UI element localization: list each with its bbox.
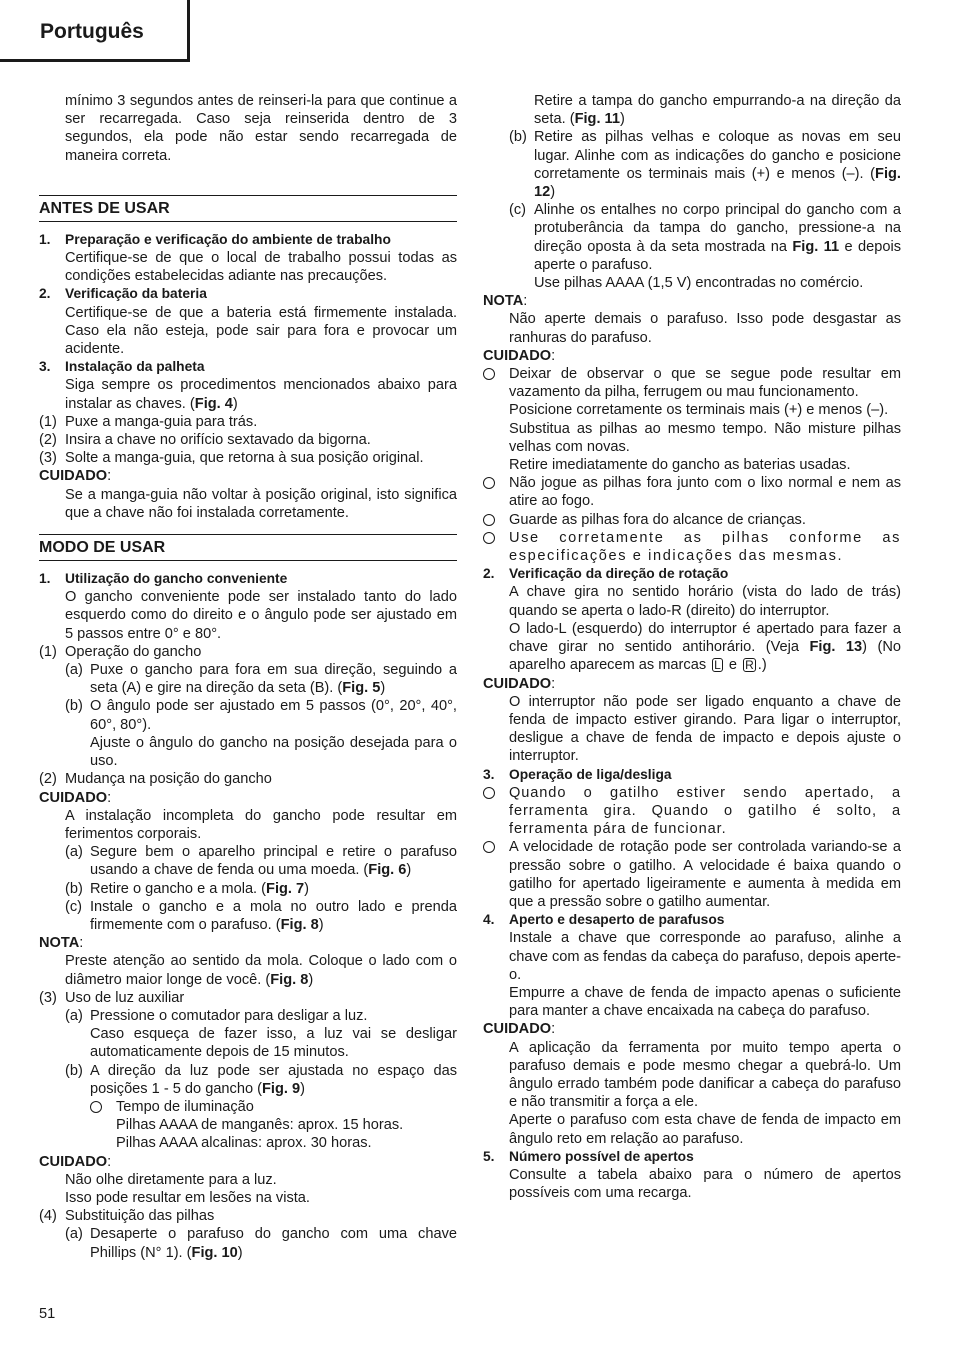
bullet-item: Guarde as pilhas fora do alcance de crianças. bbox=[483, 511, 901, 529]
list-item: (1) Operação do gancho bbox=[39, 643, 202, 660]
circle-bullet-icon bbox=[483, 532, 495, 544]
item-text: O lado-L (esquerdo) do interruptor é apertado para fazer a chave girar no sentido antihorário. (Veja Fig. 13) (No aparelho aparecem as marcas L e R .) bbox=[509, 620, 901, 674]
list-item: (b) Retire o gancho e a mola. (Fig. 7) bbox=[65, 880, 310, 897]
list-item: (2) Mudança na posição do gancho bbox=[39, 771, 272, 788]
list-item: 4. Aperto e desaperto de parafusos bbox=[483, 911, 901, 929]
list-item: (a) Segure bem o aparelho principal e retire o parafuso usando a chave de fenda ou uma moeda. (Fig. 6) bbox=[65, 844, 457, 879]
circle-bullet-icon bbox=[483, 787, 495, 799]
list-item: (4) Substituição das pilhas bbox=[39, 1208, 215, 1225]
item-text: Retire a tampa do gancho empurrando-a na direção da seta. (Fig. 11) bbox=[534, 93, 901, 128]
item-title: Instalação da palheta bbox=[65, 359, 205, 375]
list-item: 1. Preparação e verificação do ambiente de trabalho bbox=[39, 231, 457, 249]
caution-label: CUIDADO: bbox=[39, 468, 112, 485]
caution-label: CUIDADO: bbox=[483, 347, 556, 364]
item-text: Siga sempre os procedimentos mencionados abaixo para instalar as chaves. (Fig. 4) bbox=[65, 377, 457, 412]
item-title: Utilização do gancho conveniente bbox=[65, 571, 288, 587]
r-mark-icon: R bbox=[745, 658, 754, 673]
bullet-item: Use corretamente as pilhas conforme as especificações e indicações das mesmas. bbox=[483, 529, 901, 565]
item-text: Certifique-se de que o local de trabalho possui todas as condições estabelecidas adiante nas precauções. bbox=[65, 250, 457, 285]
right-column: Retire a tampa do gancho empurrando-a na direção da seta. (Fig. 11) (b) Retire as pilhas velhas e coloque as novas em seu lugar. Alinhe com as indicações do gancho e posicione corretamente os terminais mais (+) e menos (–). (Fig. 12) (c) Alinhe os entalhes no corpo principal do gancho com a protuberância da tampa do gancho, pressione-a na direção oposta à da seta mostrada na Fig. 11 e depois aperte o parafuso. Use pilhas AAAA (1,5 V) encontradas no comércio. NOTA: Não aperte demais o parafuso. Isso pode desgastar as ranhuras do parafuso. CUIDADO: Deixar de observar o que se segue pode resultar em vazamento da pilha, ferrugem ou mau funcionamento. Posicione corretamente os terminais mais (+) e menos (–). Substitua as pilhas ao mesmo tempo. Não misture pilhas velhas com novas. Retire imediatamente do gancho as baterias usadas. Não jogue as pilhas fora junto com o lixo normal e nem as atire ao fogo. Guarde as pilhas fora do alcance de crianças. Use corretamente as pilhas conforme as especificações e indicações das mesmas. 2. Verificação da direção de rotação A chave gira no sentido horário (vista do lado de trás) quando se aperta o lado-R (direito) do interruptor. O lado-L (esquerdo) do interruptor é apertado para fazer a chave girar no sentido antihorário. (Veja Fig. 13) (No aparelho aparecem as marcas L e R .) CUIDADO: O interruptor não pode ser ligado enquanto a chave de fenda de impacto estiver girando. Para ligar o interruptor, desligue a chave de fenda de impacto e depois ajuste o interruptor. 3. Operação de liga/desliga Quando o gatilho estiver sendo apertado, a ferramenta gira. Quando o gatilho é solto, a ferramenta pára de funcionar. A velocidade de rotação pode ser controlada variando-se a pressão sobre o gatilho. A velocidade é baixa quando o gatilho for apertado ligeiramente e aumenta à medida em que a pressão sobre o gatilho aumentar. 4. Aperto e desaperto de parafusos Instale a chave que corresponde ao parafuso, alinhe a chave com as fendas da cabeça do parafuso, depois aperte-o. Empurre a chave de fenda de impacto apenas o suficiente para manter a chave encaixada na cabeça do parafuso. CUIDADO: A aplicação da ferramenta por muito tempo aperta o parafuso demais e pode mesmo chegar a quebrá-lo. Um ângulo errado também pode danificar a cabeça do parafuso e não transmitir a força a ele. Aperte o parafuso com esta chave de fenda de impacto em ângulo reto em relação ao parafuso. 5. Número possível de apertos Consulte a tabela abaixo para o número de apertos possíveis com uma recarga. bbox=[483, 93, 901, 1202]
list-item: (a) Puxe o gancho para fora em sua direção, seguindo a seta (A) e gire na direção da seta (B). (Fig. 5) bbox=[65, 662, 457, 697]
circle-bullet-icon bbox=[483, 841, 495, 853]
bullet-item: Quando o gatilho estiver sendo apertado, a ferramenta gira. Quando o gatilho é solto, a ferramenta pára de funcionar. bbox=[483, 784, 901, 839]
circle-bullet-icon bbox=[90, 1101, 102, 1113]
list-item: 1. Utilização do gancho conveniente bbox=[39, 570, 457, 588]
note-label: NOTA: bbox=[39, 935, 84, 952]
list-item: (a) Pressione o comutador para desligar a luz. bbox=[65, 1007, 368, 1024]
list-item: 5. Número possível de apertos bbox=[483, 1148, 901, 1166]
list-item: (2) Insira a chave no orifício sextavado da bigorna. bbox=[39, 432, 371, 449]
list-item: 2. Verificação da direção de rotação bbox=[483, 565, 901, 583]
bullet-item: Não jogue as pilhas fora junto com o lixo normal e nem as atire ao fogo. bbox=[483, 474, 901, 510]
l-mark-icon: L bbox=[714, 658, 721, 673]
list-item: 2. Verificação da bateria bbox=[39, 285, 457, 303]
bullet-item: A velocidade de rotação pode ser controlada variando-se a pressão sobre o gatilho. A velocidade é baixa quando o gatilho for apertado ligeiramente e aumenta à medida em que a pressão sobre o gatilho aumentar. bbox=[483, 838, 901, 911]
item-title: Preparação e verificação do ambiente de trabalho bbox=[65, 231, 391, 247]
circle-bullet-icon bbox=[483, 514, 495, 526]
circle-bullet-icon bbox=[483, 368, 495, 380]
list-item: (1) Puxe a manga-guia para trás. bbox=[39, 413, 258, 430]
intro-paragraph: mínimo 3 segundos antes de reinseri-la para que continue a ser recarregada. Caso seja reinserida dentro de 3 segundos, ela pode não estar sendo recarregada de maneira correta. bbox=[65, 93, 457, 164]
item-text: O gancho conveniente pode ser instalado tanto do lado esquerdo como do direito e o ângulo pode ser ajustado em 5 passos entre 0° e 80°. bbox=[65, 589, 457, 642]
item-title: Operação de liga/desliga bbox=[509, 766, 672, 782]
item-title: Número possível de apertos bbox=[509, 1148, 694, 1164]
section-heading-antes-de-usar: ANTES DE USAR bbox=[39, 195, 457, 222]
caution-label: CUIDADO: bbox=[483, 1021, 556, 1038]
page-number: 51 bbox=[39, 1306, 56, 1322]
list-item: (3) Uso de luz auxiliar bbox=[39, 989, 185, 1006]
list-item: (3) Solte a manga-guia, que retorna à sua posição original. bbox=[39, 450, 424, 467]
list-item: (a) Desaperte o parafuso do gancho com uma chave Phillips (N° 1). (Fig. 10) bbox=[65, 1226, 457, 1261]
note-text: Preste atenção ao sentido da mola. Coloque o lado com o diâmetro maior longe de você. (Fig. 8) bbox=[65, 953, 457, 988]
bullet-item: Deixar de observar o que se segue pode resultar em vazamento da pilha, ferrugem ou mau funcionamento. bbox=[483, 365, 901, 401]
language-label: Português bbox=[40, 20, 144, 43]
list-item: (c) Alinhe os entalhes no corpo principal do gancho com a protuberância da tampa do gancho, pressione-a na direção oposta à da seta mostrada na Fig. 11 e depois aperte o parafuso. bbox=[509, 202, 901, 273]
section-heading-modo-de-usar: MODO DE USAR bbox=[39, 534, 457, 561]
caution-label: CUIDADO: bbox=[39, 789, 112, 806]
note-text: Não aperte demais o parafuso. Isso pode desgastar as ranhuras do parafuso. bbox=[509, 311, 901, 346]
language-tab bbox=[0, 0, 190, 62]
item-title: Verificação da bateria bbox=[65, 286, 207, 302]
list-item: (b) O ângulo pode ser ajustado em 5 passos (0°, 20°, 40°, 60°, 80°). bbox=[65, 698, 457, 733]
note-label: NOTA: bbox=[483, 293, 528, 310]
bullet-item: Tempo de iluminação bbox=[39, 1098, 457, 1116]
item-text: Certifique-se de que a bateria está firmemente instalada. Caso ela não esteja, pode sair para fora e provocar um acidente. bbox=[65, 304, 457, 358]
list-item: (b) Retire as pilhas velhas e coloque as novas em seu lugar. Alinhe com as indicações do gancho e posicione corretamente os terminais mais (+) e menos (–). (Fig. 12) bbox=[509, 129, 901, 201]
caution-label: CUIDADO: bbox=[39, 1153, 112, 1170]
caution-label: CUIDADO: bbox=[483, 675, 556, 692]
list-item: (b) A direção da luz pode ser ajustada no espaço das posições 1 - 5 do gancho (Fig. 9) bbox=[65, 1062, 457, 1097]
left-column: mínimo 3 segundos antes de reinseri-la para que continue a ser recarregada. Caso seja reinserida dentro de 3 segundos, ela pode não estar sendo recarregada de maneira correta. ANTES DE USAR 1. Preparação e verificação do ambiente de trabalho Certifique-se de que o local de trabalho possui todas as condições estabelecidas adiante nas precauções. 2. Verificação da bateria Certifique-se de que a bateria está firmemente instalada. Caso ela não esteja, pode sair para fora e provocar um acidente. 3. Instalação da palheta Siga sempre os procedimentos mencionados abaixo para instalar as chaves. (Fig. 4) (1) Puxe a manga-guia para trás. (2) Insira a chave no orifício sextavado da bigorna. (3) Solte a manga-guia, que retorna à sua posição original. CUIDADO: Se a manga-guia não voltar à posição original, isto significa que a chave não foi instalada corretamente. MODO DE USAR 1. Utilização do gancho conveniente O gancho conveniente pode ser instalado tanto do lado esquerdo como do direito e o ângulo pode ser ajustado em 5 passos entre 0° e 80°. (1) Operação do gancho (a) Puxe o gancho para fora em sua direção, seguindo a seta (A) e gire na direção da seta (B). (Fig. 5) (b) O ângulo pode ser ajustado em 5 passos (0°, 20°, 40°, 60°, 80°). Ajuste o ângulo do gancho na posição desejada para o uso. (2) Mudança na posição do gancho CUIDADO: A instalação incompleta do gancho pode resultar em ferimentos corporais. (a) Segure bem o aparelho principal e retire o parafuso usando a chave de fenda ou uma moeda. (Fig. 6) (b) Retire o gancho e a mola. (Fig. 7) (c) Instale o gancho e a mola no outro lado e prenda firmemente com o parafuso. (Fig. 8) NOTA: Preste atenção ao sentido da mola. Coloque o lado com o diâmetro maior longe de você. (Fig. 8) (3) Uso de luz auxiliar (a) Pressione o comutador para desligar a luz. Caso esqueça de fazer isso, a luz vai se desligar automaticamente depois de 15 minutos. (b) A direção da luz pode ser ajustada no espaço das posições 1 - 5 do gancho (Fig. 9) Tempo de iluminação Pilhas AAAA de manganês: aprox. 15 horas. Pilhas AAAA alcalinas: aprox. 30 horas. CUIDADO: Não olhe diretamente para a luz. Isso pode resultar em lesões na vista. (4) Substituição das pilhas (a) Desaperte o parafuso do gancho com uma chave Phillips (N° 1). (Fig. 10) bbox=[39, 93, 457, 1261]
caution-text: Se a manga-guia não voltar à posição original, isto significa que a chave não foi instalada corretamente. bbox=[65, 486, 457, 521]
caution-text: O interruptor não pode ser ligado enquanto a chave de fenda de impacto estiver girando. Para ligar o interruptor, desligue a chave de fenda de impacto e depois ajuste o interruptor. bbox=[509, 693, 901, 765]
list-item: (c) Instale o gancho e a mola no outro lado e prenda firmemente com o parafuso. (Fig. 8) bbox=[65, 898, 457, 933]
list-item: 3. Instalação da palheta bbox=[39, 358, 457, 376]
caution-text: A instalação incompleta do gancho pode resultar em ferimentos corporais. bbox=[65, 807, 457, 842]
item-title: Verificação da direção de rotação bbox=[509, 566, 729, 582]
list-item: 3. Operação de liga/desliga bbox=[483, 766, 901, 784]
circle-bullet-icon bbox=[483, 477, 495, 489]
item-title: Aperto e desaperto de parafusos bbox=[509, 912, 725, 928]
